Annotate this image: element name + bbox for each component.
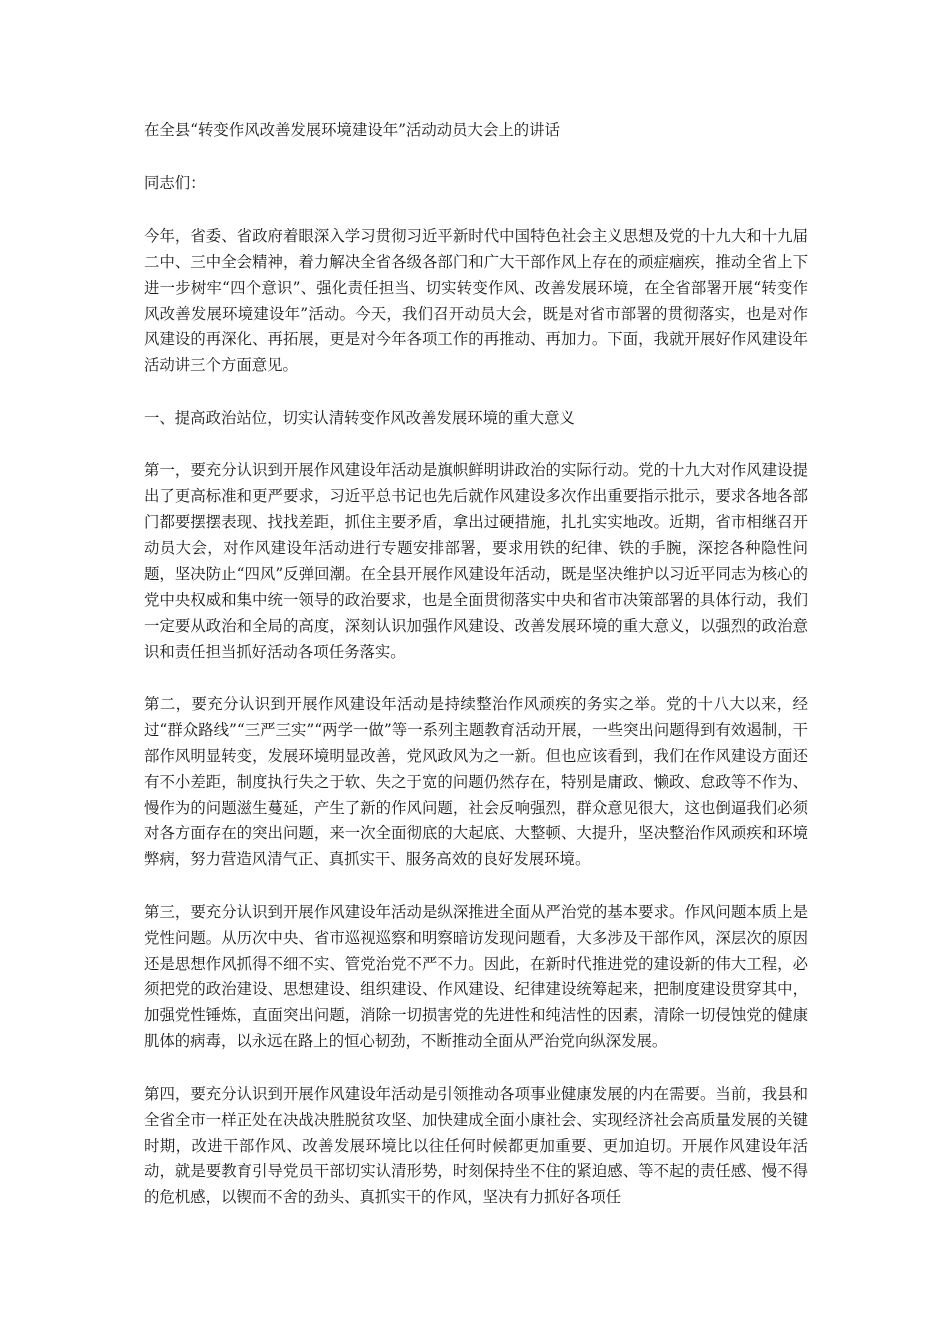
- paragraph-fourth-point: 第四，要充分认识到开展作风建设年活动是引领推动各项事业健康发展的内在需要。当前，我县和全省全市一样正处在决战决胜脱贫攻坚、加快建成全面小康社会、实现经济社会高质量发展的关键时期，改进干部作风、改善发展环境比以往任何时候都更加重要、更加迫切。开展作风建设年活动，就是要教育引导党员干部切实认清形势，时刻保持坐不住的紧迫感、等不起的责任感、慢不得的危机感，以锲而不舍的劲头、真抓实干的作风，坚决有力抓好各项任: [144, 1084, 808, 1207]
- paragraph-third-point: 第三，要充分认识到开展作风建设年活动是纵深推进全面从严治党的基本要求。作风问题本质上是党性问题。从历次中央、省市巡视巡察和明察暗访发现问题看，大多涉及干部作风，深层次的原因还是思想作风抓得不细不实、管党治党不严不力。因此，在新时代推进党的建设新的伟大工程，必须把党的政治建设、思想建设、组织建设、作风建设、纪律建设统筹起来，把制度建设贯穿其中，加强党性锤炼，直面突出问题，消除一切损害党的先进性和纯洁性的因素，清除一切侵蚀党的健康肌体的病毒，以永远在路上的恒心韧劲，不断推动全面从严治党向纵深发展。: [144, 902, 808, 1051]
- greeting: 同志们：: [144, 173, 206, 192]
- section-heading-1: 一、提高政治站位，切实认清转变作风改善发展环境的重大意义: [144, 408, 575, 427]
- document-title: 在全县“转变作风改善发展环境建设年”活动动员大会上的讲话: [144, 121, 560, 139]
- document-body: [144, 118, 808, 1211]
- paragraph-intro: 今年，省委、省政府着眼深入学习贯彻习近平新时代中国特色社会主义思想及党的十九大和十九届二中、三中全会精神，着力解决全省各级各部门和广大干部作风上存在的顽症痼疾，推动全省上下进一步树牢“四个意识”、强化责任担当、切实转变作风、改善发展环境，在全省部署开展“转变作风改善发展环境建设年”活动。今天，我们召开动员大会，既是对省市部署的贯彻落实，也是对作风建设的再深化、再拓展，更是对今年各项工作的再推动、再加力。下面，我就开展好作风建设年活动讲三个方面意见。: [144, 226, 808, 375]
- paragraph-second-point: 第二，要充分认识到开展作风建设年活动是持续整治作风顽疾的务实之举。党的十八大以来，经过“群众路线”“三严三实”“两学一做”等一系列主题教育活动开展，一些突出问题得到有效遏制，干部作风明显转变，发展环境明显改善，党风政风为之一新。但也应该看到，我们在作风建设方面还有不小差距，制度执行失之于软、失之于宽的问题仍然存在，特别是庸政、懒政、怠政等不作为、慢作为的问题滋生蔓延，产生了新的作风问题，社会反响强烈，群众意见很大，这也倒逼我们必须对各方面存在的突出问题，来一次全面彻底的大起底、大整顿、大提升，坚决整治作风顽疾和环境弊病，努力营造风清气正、真抓实干、服务高效的良好发展环境。: [144, 694, 808, 869]
- paragraph-first-point: 第一，要充分认识到开展作风建设年活动是旗帜鲜明讲政治的实际行动。党的十九大对作风建设提出了更高标准和更严要求，习近平总书记也先后就作风建设多次作出重要指示批示，要求各地各部门都要摆摆表现、找找差距，抓住主要矛盾，拿出过硬措施，扎扎实实地改。近期，省市相继召开动员大会，对作风建设年活动进行专题安排部署，要求用铁的纪律、铁的手腕，深挖各种隐性问题，坚决防止“四风”反弹回潮。在全县开展作风建设年活动，既是坚决维护以习近平同志为核心的党中央权威和集中统一领导的政治要求，也是全面贯彻落实中央和省市决策部署的具体行动，我们一定要从政治和全局的高度，深刻认识加强作风建设、改善发展环境的重大意义，以强烈的政治意识和责任担当抓好活动各项任务落实。: [144, 461, 808, 661]
